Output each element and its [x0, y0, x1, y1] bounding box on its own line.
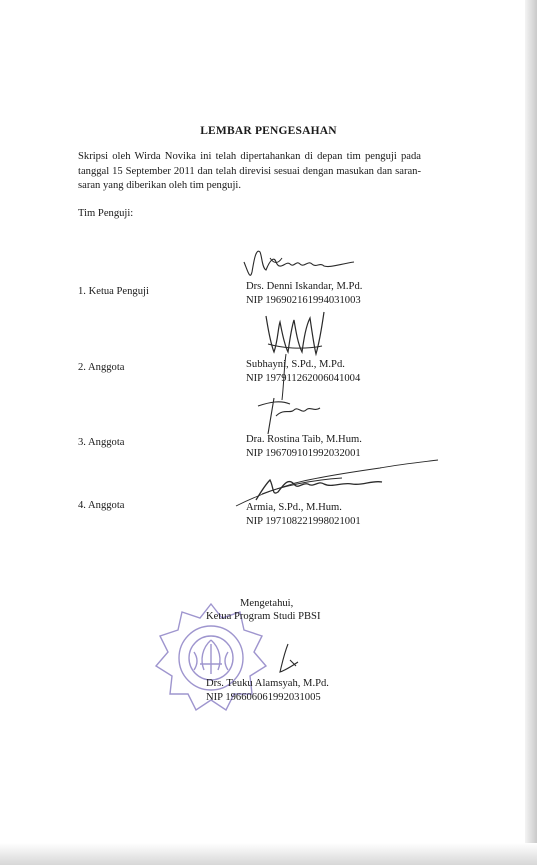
paragraph-line: tanggal 15 September 2011 dan telah direvisi sesuai dengan masukan dan saran-: [78, 165, 421, 177]
examiner-nip: NIP 197108221998021001: [246, 516, 361, 527]
examiner-role: 1. Ketua Penguji: [78, 286, 149, 297]
examiner-role: 2. Anggota: [78, 362, 125, 373]
signature-ketua-penguji: [240, 242, 360, 282]
program-head-block: [206, 677, 329, 705]
examiner-nip: NIP 196709101992032001: [246, 448, 361, 459]
acknowledged-label: Mengetahui,: [240, 598, 294, 609]
examiner-block: [246, 358, 360, 386]
examiner-name: Armia, S.Pd., M.Hum.: [246, 502, 342, 513]
examiner-name: Drs. Denni Iskandar, M.Pd.: [246, 281, 363, 292]
program-head-position: Ketua Program Studi PBSI: [206, 611, 321, 622]
team-label: Tim Penguji:: [78, 208, 134, 219]
examiner-role: 4. Anggota: [78, 500, 125, 511]
examiner-role: 3. Anggota: [78, 437, 125, 448]
program-head-nip: NIP 196606061992031005: [206, 692, 321, 703]
examiner-block: [246, 280, 362, 308]
examiner-name: Subhayni, S.Pd., M.Pd.: [246, 359, 345, 370]
examiner-block: [246, 433, 362, 461]
paragraph-line: Skripsi oleh Wirda Novika ini telah dipertahankan di depan tim penguji pada: [78, 151, 421, 162]
signature-program-head: [270, 640, 310, 680]
page-bottom-shadow: [0, 843, 537, 865]
paragraph-line: saran yang diberikan oleh tim penguji.: [78, 180, 241, 191]
examiner-block: [246, 501, 361, 529]
examiner-name: Dra. Rostina Taib, M.Hum.: [246, 434, 362, 445]
examiner-nip: NIP 197911262006041004: [246, 373, 361, 384]
examiner-nip: NIP 196902161994031003: [246, 295, 361, 306]
approval-paragraph: [78, 150, 421, 194]
document-title: LEMBAR PENGESAHAN: [200, 125, 337, 137]
program-head-name: Drs. Teuku Alamsyah, M.Pd.: [206, 678, 329, 689]
